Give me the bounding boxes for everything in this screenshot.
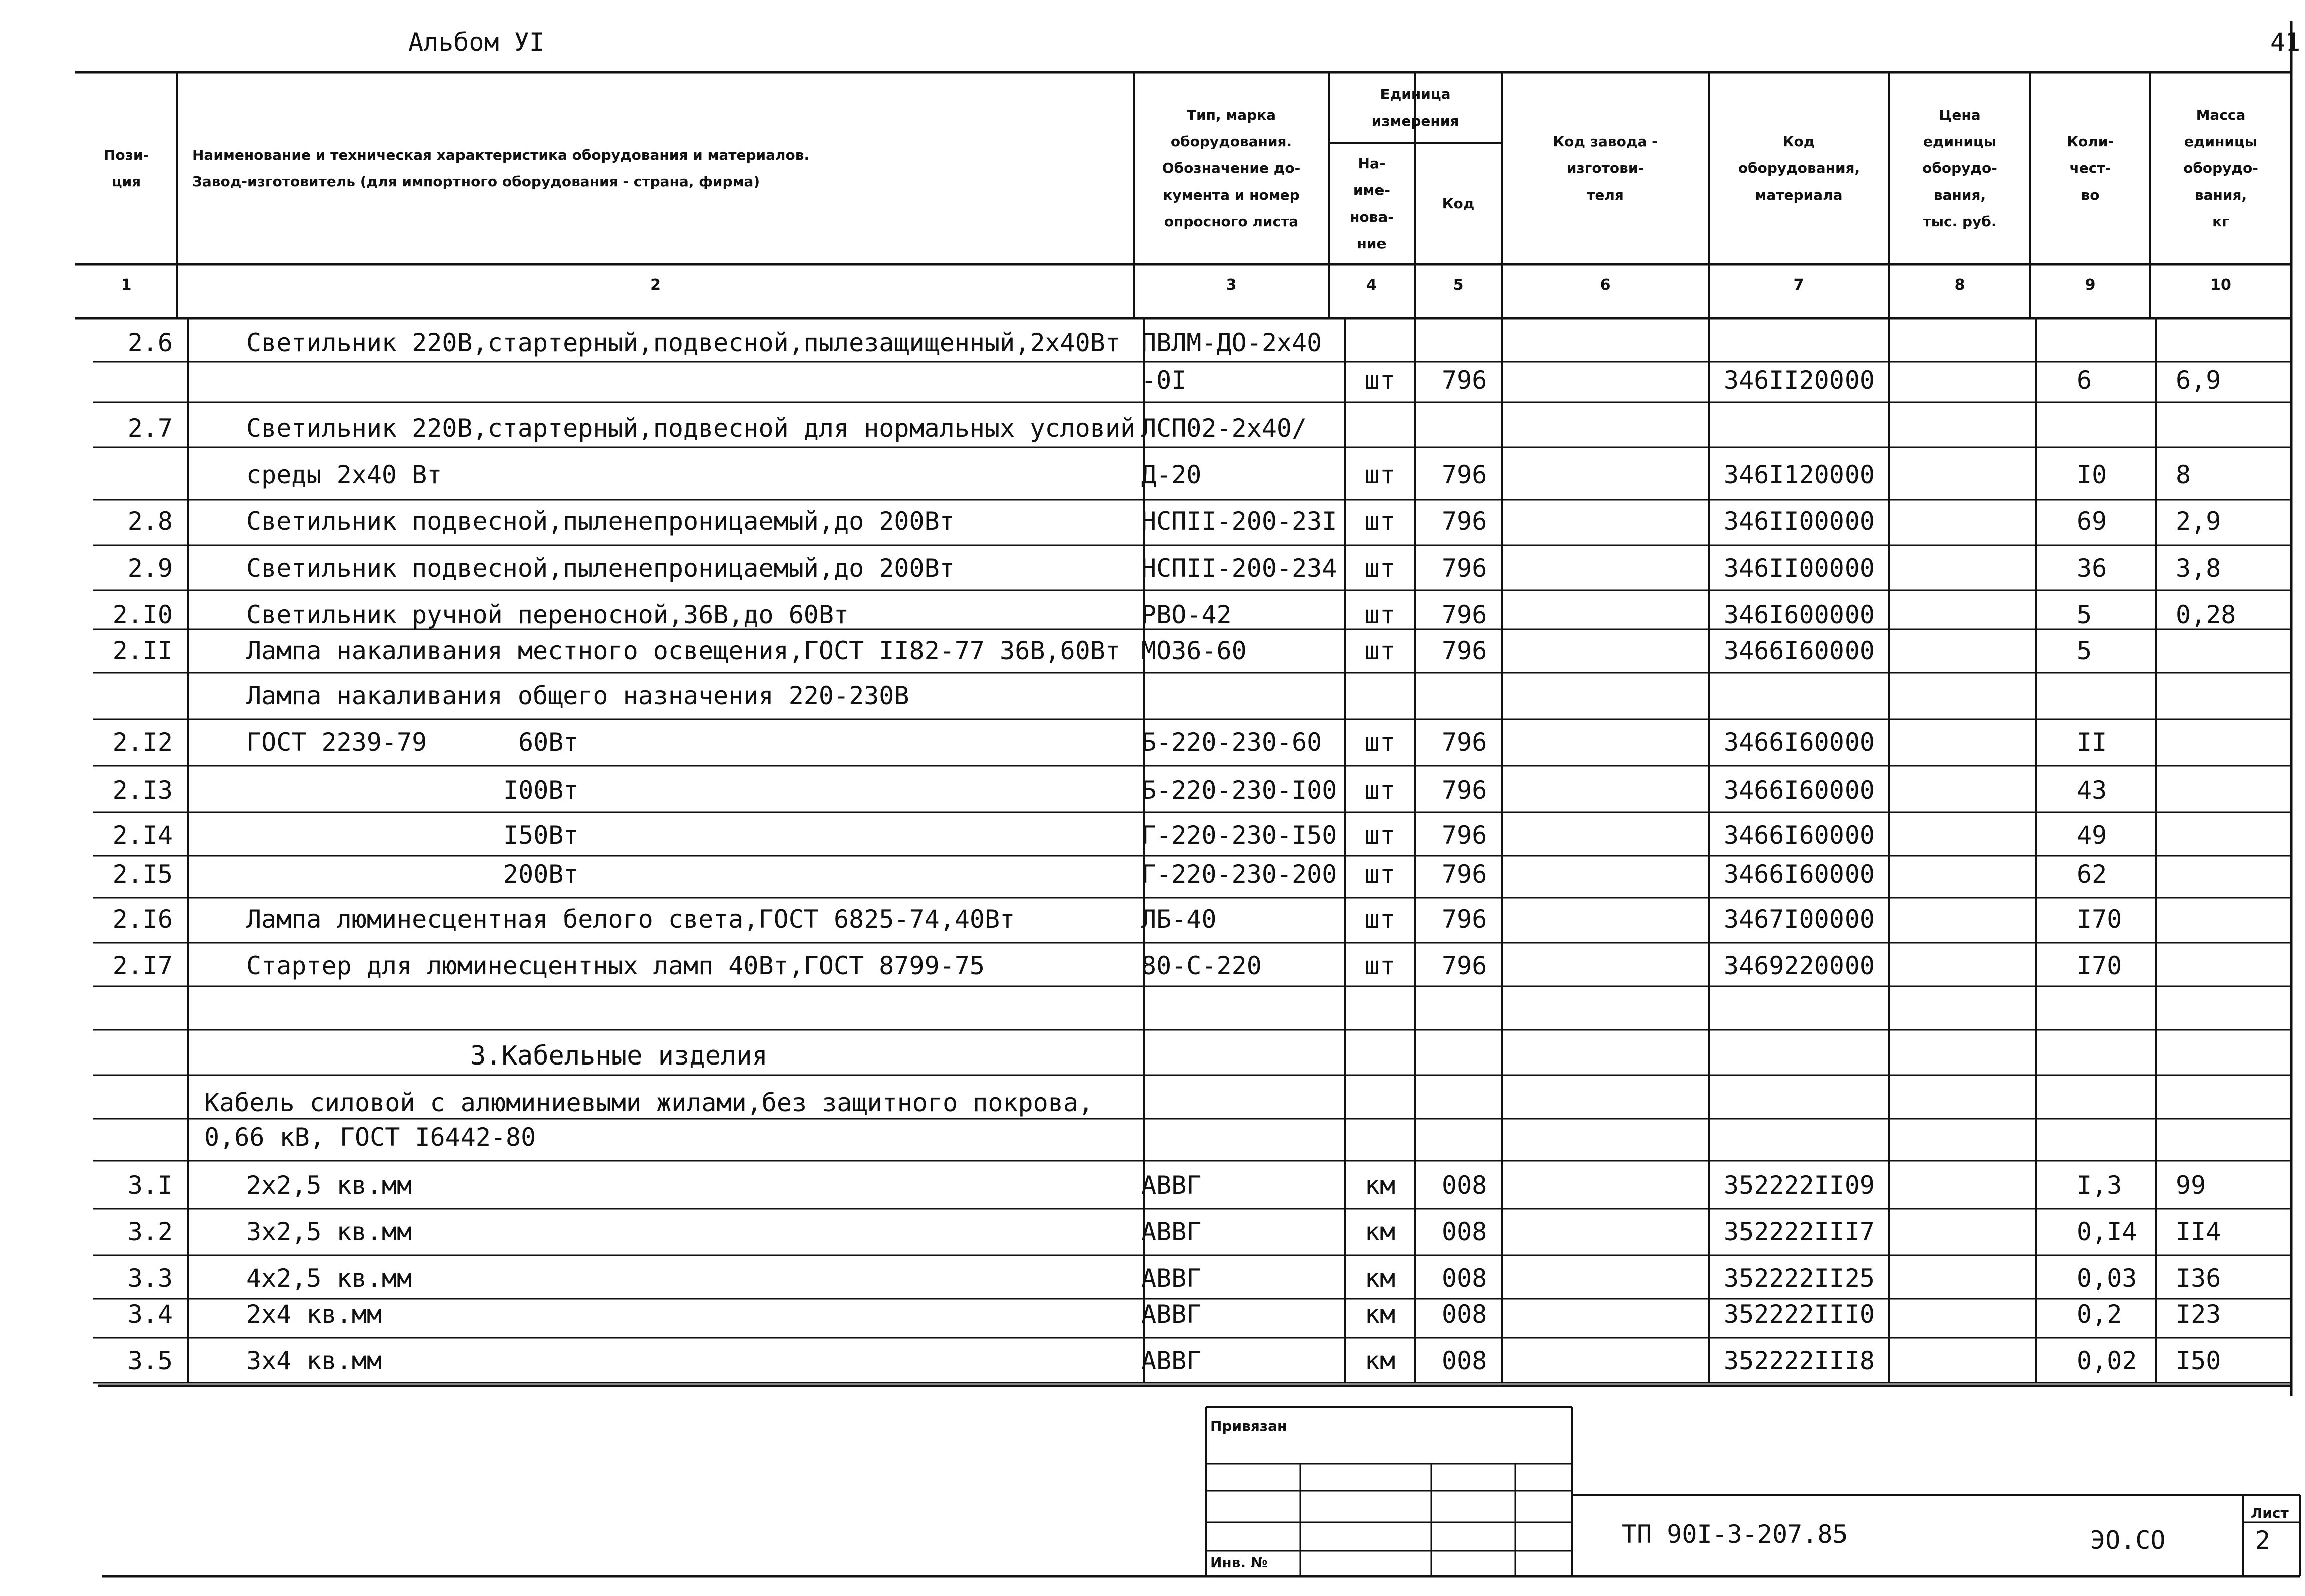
column-number: 8 [1954, 276, 1965, 294]
equipment-code-cell: 3466I60000 [1724, 728, 1875, 757]
unit-code-cell: 796 [1442, 821, 1487, 850]
type-cell: 80-С-220 [1141, 951, 1262, 980]
col-header-unit-code [1415, 143, 1502, 264]
col-header-equipment-code-line: оборудования, [1738, 160, 1860, 177]
unit-cell: шт [1364, 728, 1396, 757]
unit-cell: шт [1364, 636, 1396, 665]
type-cell: Б-220-230-60 [1141, 728, 1322, 757]
equipment-code-cell: 352222III0 [1724, 1300, 1875, 1329]
type-cell: АВВГ [1141, 1346, 1202, 1375]
equipment-code-cell: 352222II09 [1724, 1171, 1875, 1200]
position-cell: 2.I4 [112, 821, 173, 850]
equipment-code-cell: 352222III8 [1724, 1346, 1875, 1375]
col-header-factory-code-line: теля [1587, 186, 1624, 203]
unit-cell: шт [1364, 366, 1396, 395]
name-cell-power: 200Вт [503, 860, 579, 889]
type-cell: ПВЛМ-ДО-2х40 [1141, 328, 1322, 357]
col-header-position [75, 72, 177, 264]
name-cell: 3х4 кв.мм [246, 1346, 382, 1375]
page-number: 41 [2270, 28, 2301, 57]
position-cell: 2.7 [127, 414, 173, 443]
unit-code-cell: 796 [1442, 860, 1487, 889]
equipment-code-cell: 352222III7 [1724, 1217, 1875, 1246]
col-header-price-line: тыс. руб. [1923, 213, 1997, 230]
column-number: 5 [1453, 276, 1464, 294]
name-cell: 0,66 кВ, ГОСТ I6442-80 [204, 1123, 536, 1152]
type-cell: ЛСП02-2х40/ [1141, 414, 1307, 443]
position-cell: 3.3 [127, 1264, 173, 1293]
quantity-cell: 0,2 [2077, 1300, 2122, 1329]
unit-code-cell: 008 [1442, 1217, 1487, 1246]
col-header-unit-name-line: име- [1353, 182, 1391, 199]
document-code: ТП 90I-3-207.85 [1622, 1520, 1848, 1549]
position-cell: 2.8 [127, 507, 173, 536]
name-cell: Стартер для люминесцентных ламп 40Вт,ГОСТ 8799-75 [246, 951, 985, 980]
col-header-mass-line: вания, [2194, 186, 2247, 203]
column-number: 4 [1366, 276, 1377, 294]
column-number: 1 [121, 276, 132, 294]
unit-code-cell: 796 [1442, 728, 1487, 757]
type-cell: АВВГ [1141, 1171, 1202, 1200]
mass-cell: I23 [2176, 1300, 2221, 1329]
col-header-name [192, 102, 1129, 234]
unit-cell: км [1364, 1300, 1396, 1329]
quantity-cell: 36 [2077, 554, 2107, 583]
unit-code-cell: 796 [1442, 554, 1487, 583]
col-header-mass-line: кг [2212, 213, 2229, 230]
unit-code-cell: 796 [1442, 600, 1487, 629]
unit-cell: км [1364, 1346, 1396, 1375]
quantity-cell: 0,I4 [2077, 1217, 2137, 1246]
quantity-cell: 0,02 [2077, 1346, 2137, 1375]
album-code: ЭО.СО [2090, 1526, 2166, 1555]
equipment-code-cell: 346II20000 [1724, 366, 1875, 395]
column-number: 3 [1226, 276, 1237, 294]
col-header-price-line: единицы [1923, 133, 1997, 150]
quantity-cell: 69 [2077, 507, 2107, 536]
unit-cell: шт [1364, 860, 1396, 889]
col-header-mass-line: единицы [2184, 133, 2258, 150]
unit-cell: км [1364, 1217, 1396, 1246]
position-cell: 2.9 [127, 554, 173, 583]
position-cell: 3.2 [127, 1217, 173, 1246]
sheet-label: Лист [2251, 1505, 2289, 1521]
unit-cell: шт [1364, 776, 1396, 805]
type-cell: Г-220-230-200 [1141, 860, 1337, 889]
unit-cell: шт [1364, 600, 1396, 629]
col-header-mass-line: Масса [2196, 107, 2246, 124]
column-number: 10 [2210, 276, 2231, 294]
col-header-equipment-code [1709, 72, 1889, 264]
name-cell: Светильник 220В,стартерный,подвесной для нормальных условий [246, 414, 1136, 443]
equipment-code-cell: 3466I60000 [1724, 776, 1875, 805]
mass-cell: 3,8 [2176, 554, 2221, 583]
name-cell: 4х2,5 кв.мм [246, 1264, 412, 1293]
unit-code-cell: 796 [1442, 905, 1487, 934]
type-cell: ЛБ-40 [1141, 905, 1217, 934]
name-cell: Лампа накаливания общего назначения 220-230В [246, 681, 909, 710]
equipment-code-cell: 3467I00000 [1724, 905, 1875, 934]
col-header-type-line: оборудования. [1170, 133, 1292, 150]
name-cell: Лампа накаливания местного освещения,ГОСТ II82-77 36В,60Вт [246, 636, 1120, 665]
equipment-code-cell: 3469220000 [1724, 951, 1875, 980]
mass-cell: 0,28 [2176, 600, 2236, 629]
type-cell: РВО-42 [1141, 600, 1232, 629]
column-number: 2 [650, 276, 661, 294]
unit-code-cell: 008 [1442, 1171, 1487, 1200]
type-cell: АВВГ [1141, 1264, 1202, 1293]
unit-code-cell: 796 [1442, 951, 1487, 980]
type-cell: Г-220-230-I50 [1141, 821, 1337, 850]
name-cell-power: I50Вт [503, 821, 579, 850]
position-cell: 2.II [112, 636, 173, 665]
unit-code-cell: 008 [1442, 1264, 1487, 1293]
name-cell-power: 60Вт [518, 728, 579, 757]
name-cell: 3х2,5 кв.мм [246, 1217, 412, 1246]
equipment-code-cell: 352222II25 [1724, 1264, 1875, 1293]
equipment-code-cell: 3466I60000 [1724, 821, 1875, 850]
col-header-factory-code [1502, 72, 1709, 264]
quantity-cell: II [2077, 728, 2107, 757]
position-cell: 3.I [127, 1171, 173, 1200]
col-header-mass-line: оборудо- [2183, 160, 2258, 177]
col-header-type-line: кумента и номер [1163, 186, 1300, 203]
quantity-cell: 5 [2077, 636, 2092, 665]
quantity-cell: I0 [2077, 460, 2107, 489]
col-header-unit-name-line: нова- [1350, 208, 1394, 225]
unit-code-cell: 008 [1442, 1346, 1487, 1375]
unit-code-cell: 008 [1442, 1300, 1487, 1329]
position-cell: 2.I6 [112, 905, 173, 934]
col-header-factory-code-line: изготови- [1566, 160, 1644, 177]
col-header-price-line: Цена [1939, 107, 1981, 124]
col-header-position-line: Пози- [103, 146, 149, 163]
type-cell: НСПII-200-234 [1141, 554, 1337, 583]
equipment-code-cell: 3466I60000 [1724, 636, 1875, 665]
equipment-code-cell: 346I600000 [1724, 600, 1875, 629]
name-cell: Светильник подвесной,пыленепроницаемый,до 200Вт [246, 507, 955, 536]
mass-cell: II4 [2176, 1217, 2221, 1246]
name-cell: Светильник ручной переносной,36В,до 60Вт [246, 600, 849, 629]
position-cell: 2.6 [127, 328, 173, 357]
quantity-cell: 5 [2077, 600, 2092, 629]
col-header-type-line: Обозначение до- [1162, 160, 1301, 177]
type-cell: Б-220-230-I00 [1141, 776, 1337, 805]
col-header-unit-name-line: ние [1357, 235, 1387, 252]
position-cell: 2.I2 [112, 728, 173, 757]
col-header-equipment-code-line: Код [1782, 133, 1815, 150]
unit-cell: км [1364, 1264, 1396, 1293]
mass-cell: 99 [2176, 1171, 2206, 1200]
column-number: 6 [1600, 276, 1611, 294]
col-header-unit-name-line: На- [1358, 155, 1386, 172]
unit-code-cell: 796 [1442, 636, 1487, 665]
name-cell: Светильник 220В,стартерный,подвесной,пылезащищенный,2х40Вт [246, 328, 1120, 357]
unit-cell: шт [1364, 460, 1396, 489]
unit-code-cell: 796 [1442, 366, 1487, 395]
unit-code-cell: 796 [1442, 776, 1487, 805]
type-cell: МО36-60 [1141, 636, 1247, 665]
col-header-unit-name [1329, 143, 1415, 264]
name-cell: 2х2,5 кв.мм [246, 1171, 412, 1200]
quantity-cell: I70 [2077, 905, 2122, 934]
name-cell: Лампа люминесцентная белого света,ГОСТ 6825-74,40Вт [246, 905, 1015, 934]
col-header-unit-group [1329, 72, 1502, 143]
quantity-cell: I,3 [2077, 1171, 2122, 1200]
unit-code-cell: 796 [1442, 507, 1487, 536]
name-cell: ГОСТ 2239-79 [246, 728, 427, 757]
mass-cell: I50 [2176, 1346, 2221, 1375]
quantity-cell: I70 [2077, 951, 2122, 980]
col-header-quantity [2030, 72, 2150, 264]
col-header-mass [2150, 72, 2291, 264]
quantity-cell: 6 [2077, 366, 2092, 395]
column-number: 9 [2085, 276, 2096, 294]
equipment-code-cell: 346II00000 [1724, 554, 1875, 583]
position-cell: 3.4 [127, 1300, 173, 1329]
unit-cell: шт [1364, 507, 1396, 536]
stamp-inv-label: Инв. № [1210, 1554, 1268, 1571]
section-title: 3.Кабельные изделия [470, 1041, 768, 1071]
position-cell: 3.5 [127, 1346, 173, 1375]
col-header-name-line: Завод-изготовитель (для импортного оборудования - страна, фирма) [192, 173, 760, 190]
type-cell: АВВГ [1141, 1217, 1202, 1246]
position-cell: 2.I5 [112, 860, 173, 889]
col-header-type-line: опросного листа [1164, 213, 1299, 230]
type-cell: АВВГ [1141, 1300, 1202, 1329]
col-header-unit-code-line: Код [1442, 195, 1475, 212]
unit-code-cell: 796 [1442, 460, 1487, 489]
equipment-code-cell: 346II00000 [1724, 507, 1875, 536]
unit-cell: км [1364, 1171, 1396, 1200]
col-header-type-line: Тип, марка [1186, 107, 1276, 124]
mass-cell: 2,9 [2176, 507, 2221, 536]
col-header-price [1889, 72, 2030, 264]
unit-cell: шт [1364, 821, 1396, 850]
position-cell: 2.I3 [112, 776, 173, 805]
column-number: 7 [1793, 276, 1804, 294]
col-header-quantity-line: Коли- [2067, 133, 2114, 150]
type-cell: НСПII-200-23I [1141, 507, 1337, 536]
col-header-equipment-code-line: материала [1755, 186, 1843, 203]
unit-cell: шт [1364, 951, 1396, 980]
col-header-name-line: Наименование и техническая характеристика оборудования и материалов. [192, 146, 810, 163]
sheet-number: 2 [2255, 1526, 2271, 1555]
name-cell-power: I00Вт [503, 776, 579, 805]
album-label: Альбом УI [408, 28, 544, 57]
col-header-unit-group-line: измерения [1371, 112, 1459, 129]
mass-cell: 8 [2176, 460, 2191, 489]
type-cell: Д-20 [1141, 460, 1202, 489]
stamp-privyazan-label: Привязан [1210, 1418, 1287, 1434]
name-cell: Светильник подвесной,пыленепроницаемый,до 200Вт [246, 554, 955, 583]
type-cell: -0I [1141, 366, 1187, 395]
col-header-price-line: вания, [1933, 186, 1986, 203]
position-cell: 2.I7 [112, 951, 173, 980]
equipment-code-cell: 3466I60000 [1724, 860, 1875, 889]
col-header-factory-code-line: Код завода - [1553, 133, 1658, 150]
col-header-position-line: ция [111, 173, 141, 190]
col-header-price-line: оборудо- [1922, 160, 1997, 177]
mass-cell: 6,9 [2176, 366, 2221, 395]
col-header-unit-group-line: Единица [1380, 86, 1451, 103]
col-header-quantity-line: чест- [2069, 160, 2111, 177]
name-cell: среды 2х40 Вт [246, 460, 442, 489]
equipment-code-cell: 346I120000 [1724, 460, 1875, 489]
quantity-cell: 49 [2077, 821, 2107, 850]
quantity-cell: 0,03 [2077, 1264, 2137, 1293]
quantity-cell: 62 [2077, 860, 2107, 889]
quantity-cell: 43 [2077, 776, 2107, 805]
position-cell: 2.I0 [112, 600, 173, 629]
name-cell: Кабель силовой с алюминиевыми жилами,без защитного покрова, [204, 1088, 1094, 1117]
unit-cell: шт [1364, 905, 1396, 934]
mass-cell: I36 [2176, 1264, 2221, 1293]
unit-cell: шт [1364, 554, 1396, 583]
name-cell: 2х4 кв.мм [246, 1300, 382, 1329]
col-header-type [1134, 72, 1329, 264]
col-header-quantity-line: во [2081, 186, 2100, 203]
